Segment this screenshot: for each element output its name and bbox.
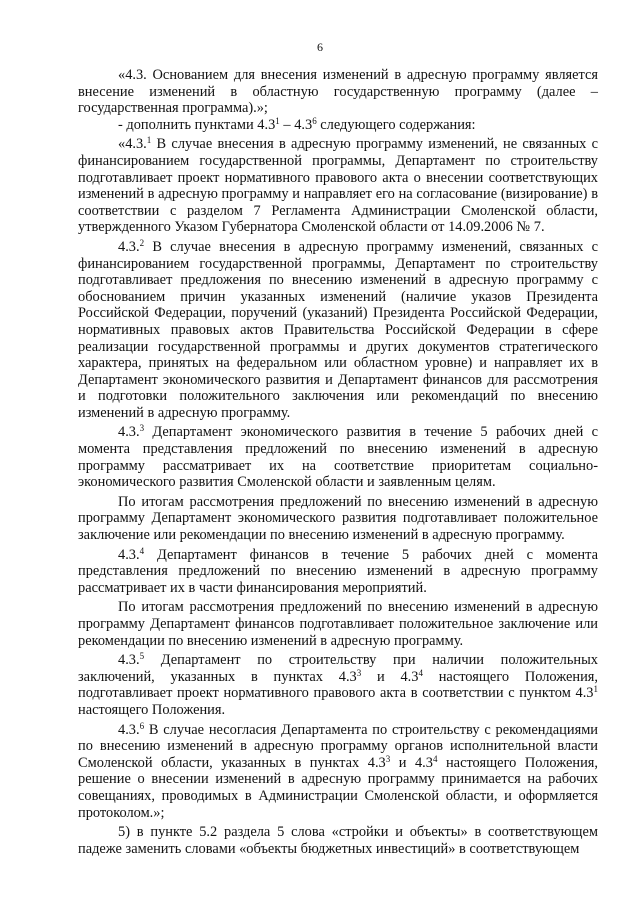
page-number: 6 bbox=[317, 40, 323, 54]
paragraph bbox=[78, 67, 598, 117]
superscript: 5 bbox=[139, 651, 145, 662]
paragraph bbox=[78, 599, 598, 649]
superscript: 4 bbox=[139, 545, 145, 556]
superscript: 1 bbox=[593, 684, 598, 695]
text-run: Департамент по строительству при наличии положительных заключений, указанных в пунктах 4.3 bbox=[78, 652, 598, 685]
paragraph bbox=[78, 117, 598, 134]
text-run: По итогам рассмотрения предложений по внесению изменений в адресную программу Департамент финансов подготавливает положительное заключение или рекомендации по внесению изменений в адресную программу. bbox=[78, 599, 598, 649]
superscript: 1 bbox=[146, 135, 152, 146]
text-run: «4.3. bbox=[118, 136, 147, 153]
text-run: - дополнить пунктами 4.3 bbox=[118, 116, 276, 133]
paragraph bbox=[78, 652, 598, 718]
document-body bbox=[78, 67, 598, 857]
paragraph bbox=[78, 494, 598, 544]
superscript: 3 bbox=[385, 753, 391, 764]
text-run: и 4.3 bbox=[390, 754, 433, 771]
text-run: 4.3. bbox=[118, 652, 140, 669]
text-run: настоящего Положения. bbox=[78, 701, 226, 718]
text-run: 4.3. bbox=[118, 546, 140, 563]
text-run: По итогам рассмотрения предложений по внесению изменений в адресную программу Департамент экономического развития подготавливает положительное заключение или рекомендации по внесению изменений в адресную программу. bbox=[78, 493, 598, 544]
text-run: настоящего Положения, подготавливает проект нормативного правового акта в соответствии с пунктом 4.3 bbox=[78, 668, 598, 702]
text-run: – 4.3 bbox=[279, 116, 313, 133]
text-run: «4.3. Основанием для внесения изменений в адресную программу является внесение изменений в областную государственную программу (далее – государственная программа).»; bbox=[78, 67, 598, 117]
text-run: следующего содержания: bbox=[316, 116, 476, 133]
text-run: В случае внесения в адресную программу изменений, не связанных с финансированием государственной программы, Департамент по строительству подготавливает проект нормативного правового акта о внесении соответствующих изменений в адресную программу и направляет его на согласование (визирование) в соответствии с разделом 7 Регламента Администрации Смоленской области, утвержденного Указом Губернатора Смоленской области от 14.09.2006 № 7. bbox=[78, 136, 598, 236]
paragraph bbox=[78, 722, 598, 822]
paragraph bbox=[78, 547, 598, 597]
paragraph bbox=[78, 239, 598, 422]
superscript: 2 bbox=[139, 237, 145, 248]
paragraph bbox=[78, 824, 598, 857]
superscript: 4 bbox=[432, 753, 438, 764]
paragraph bbox=[78, 424, 598, 490]
superscript: 3 bbox=[356, 667, 362, 678]
superscript: 4 bbox=[418, 667, 423, 678]
text-run: 5) в пункте 5.2 раздела 5 слова «стройки и объекты» в соответствующем падеже заменить словами «объекты бюджетных инвестиций» в соответствующем bbox=[78, 824, 598, 857]
text-run: Департамент финансов в течение 5 рабочих дней с момента представления предложений по внесению изменений в адресную программу рассматривает их в части финансирования мероприятий. bbox=[78, 546, 598, 596]
superscript: 1 bbox=[275, 115, 280, 126]
superscript: 3 bbox=[139, 423, 145, 434]
paragraph bbox=[78, 136, 598, 236]
superscript: 6 bbox=[139, 720, 145, 731]
text-run: и 4.3 bbox=[361, 668, 419, 685]
text-run: 4.3. bbox=[118, 721, 140, 738]
text-run: В случае внесения в адресную программу изменений, связанных с финансированием государственной программы, Департамент по строительству подготавливает предложения по внесению изменений в адресную программу с обоснованием причин указанных изменений (наличие указов Президента Российской Федерации, поручений (указаний) Президента Российской Федерации, нормативных правовых актов Правительства Российской Федерации в сфере реализации государственной программы и других документов стратегического характера, принятых на федеральном или областном уровне) и направляет их в Департамент экономического развития и Департамент финансов для рассмотрения и подготовки положительного заключения или рекомендаций по внесению изменений в адресную программу. bbox=[78, 238, 598, 421]
text-run: В случае несогласия Департамента по строительству с рекомендациями по внесению изменений в адресную программу органов исполнительной власти Смоленской области, указанных в пунктах 4.3 bbox=[78, 721, 598, 771]
text-run: 4.3. bbox=[118, 238, 140, 255]
text-run: 4.3. bbox=[118, 424, 140, 441]
text-run: Департамент экономического развития в течение 5 рабочих дней с момента представления предложений по внесению изменений в адресную программу рассматривает их на соответствие приоритетам социально-экономического развития Смоленской области и заявленным целям. bbox=[78, 424, 598, 491]
superscript: 6 bbox=[312, 115, 317, 126]
text-run: настоящего Положения, решение о внесении изменений в адресную программу принимается на рабочих совещаниях, проводимых в Администрации Смоленской области, и оформляется протоколом.»; bbox=[78, 754, 598, 821]
